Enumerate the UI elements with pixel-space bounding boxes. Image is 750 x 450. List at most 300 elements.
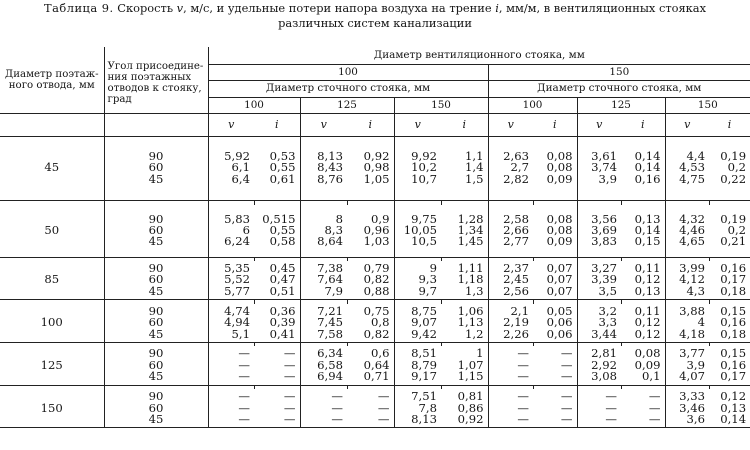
- loss-value: —: [377, 411, 390, 426]
- velocity-cell: [394, 205, 441, 257]
- loss-cell: [709, 205, 750, 257]
- velocity-cell: [577, 136, 621, 200]
- loss-value: 0,92: [363, 148, 390, 163]
- loss-value: 0,58: [269, 234, 296, 249]
- loss-cell: [441, 136, 488, 200]
- velocity-value: —: [238, 369, 250, 384]
- loss-value: —: [283, 346, 296, 361]
- velocity-cell: [300, 304, 347, 343]
- table-row: [0, 261, 750, 300]
- loss-value: 1: [476, 346, 484, 361]
- velocity-value: 3,77: [679, 346, 705, 361]
- velocity-value: 4,94: [224, 315, 250, 330]
- velocity-value: 4,4: [686, 148, 705, 163]
- loss-value: 0,36: [269, 303, 296, 318]
- velocity-value: 7,9: [324, 283, 343, 298]
- header-symbol-v: v: [300, 113, 347, 136]
- loss-cell: [254, 261, 300, 300]
- loss-value: —: [560, 357, 573, 372]
- loss-value: 1,07: [457, 357, 484, 372]
- table-row: [0, 136, 750, 200]
- loss-value: 1,5: [465, 171, 484, 186]
- loss-cell: [441, 261, 488, 300]
- velocity-cell: [488, 136, 533, 200]
- angle-cell: [104, 304, 208, 343]
- loss-value: 0,08: [546, 211, 573, 226]
- header-branch-diameter: Диаметр поэтаж-ного отвода, мм: [0, 47, 104, 113]
- velocity-value: —: [331, 411, 343, 426]
- loss-value: 0,06: [546, 326, 573, 341]
- velocity-value: 3,99: [679, 261, 705, 275]
- velocity-cell: [394, 304, 441, 343]
- velocity-value: 4,53: [679, 160, 705, 175]
- velocity-value: 5,92: [224, 148, 250, 163]
- velocity-value: 4,3: [686, 283, 705, 298]
- velocity-value: 2,66: [503, 223, 529, 238]
- loss-value: 0,13: [634, 211, 661, 226]
- velocity-cell: [394, 261, 441, 300]
- velocity-cell: [208, 136, 254, 200]
- header-drain-150: 150: [394, 97, 488, 113]
- loss-value: 0,14: [634, 148, 661, 163]
- header-symbol-i: i: [709, 113, 750, 136]
- loss-cell: [621, 261, 665, 300]
- loss-cell: [254, 304, 300, 343]
- loss-cell: [533, 205, 577, 257]
- velocity-value: 9,92: [411, 148, 437, 163]
- loss-cell: [533, 389, 577, 428]
- velocity-cell: [577, 389, 621, 428]
- loss-value: 0,07: [546, 283, 573, 298]
- velocity-value: 3,33: [679, 389, 705, 404]
- loss-value: 0,39: [269, 315, 296, 330]
- loss-cell: [347, 346, 394, 385]
- angle-cell: [104, 136, 208, 200]
- loss-value: 0,11: [634, 303, 661, 318]
- branch-diameter-cell: 125: [0, 346, 104, 385]
- loss-value: 0,13: [634, 283, 661, 298]
- loss-value: 1,13: [457, 315, 484, 330]
- loss-value: 1,34: [457, 223, 484, 238]
- angle-value: 90: [148, 346, 164, 361]
- loss-value: 0,82: [363, 272, 390, 287]
- velocity-value: 8,51: [411, 346, 437, 361]
- velocity-cell: [577, 346, 621, 385]
- loss-value: 0,81: [457, 389, 484, 404]
- loss-value: 1,1: [465, 148, 484, 163]
- data-table: [0, 47, 750, 428]
- velocity-value: 8,13: [411, 411, 437, 426]
- loss-value: 0,6: [371, 346, 390, 361]
- angle-value: 60: [148, 223, 164, 238]
- header-drain-100: 100: [488, 97, 577, 113]
- velocity-cell: [665, 389, 709, 428]
- loss-cell: [621, 389, 665, 428]
- velocity-value: 7,45: [317, 315, 343, 330]
- branch-diameter-cell: 50: [0, 205, 104, 257]
- velocity-value: 2,58: [503, 211, 529, 226]
- velocity-cell: [665, 261, 709, 300]
- velocity-value: 2,82: [503, 171, 529, 186]
- loss-cell: [709, 389, 750, 428]
- velocity-value: 3,27: [591, 261, 617, 275]
- angle-value: 90: [148, 303, 164, 318]
- velocity-value: 7,38: [317, 261, 343, 275]
- loss-value: 0,07: [546, 261, 573, 275]
- header-empty: [104, 113, 208, 136]
- loss-value: 0,14: [634, 160, 661, 175]
- loss-value: 0,53: [269, 148, 296, 163]
- velocity-value: 3,39: [591, 272, 617, 287]
- velocity-cell: [394, 389, 441, 428]
- loss-value: —: [377, 400, 390, 415]
- velocity-value: 4,12: [679, 272, 705, 287]
- branch-diameter-cell: 100: [0, 304, 104, 343]
- table-row: [0, 304, 750, 343]
- loss-value: —: [560, 411, 573, 426]
- loss-cell: [441, 304, 488, 343]
- velocity-value: 2,92: [591, 357, 617, 372]
- loss-value: —: [648, 389, 661, 404]
- loss-value: 0,18: [720, 326, 747, 341]
- loss-value: 0,88: [363, 283, 390, 298]
- velocity-value: 3,74: [591, 160, 617, 175]
- velocity-value: 10,2: [411, 160, 437, 175]
- loss-value: 0,55: [269, 160, 296, 175]
- loss-value: 0,12: [720, 389, 747, 404]
- velocity-value: 8,3: [324, 223, 343, 238]
- velocity-value: —: [331, 400, 343, 415]
- loss-cell: [441, 205, 488, 257]
- loss-value: 0,71: [363, 369, 390, 384]
- loss-cell: [533, 136, 577, 200]
- loss-value: 0,79: [363, 261, 390, 275]
- loss-value: 0,16: [720, 261, 747, 275]
- table-title: [0, 1, 750, 31]
- velocity-cell: [665, 304, 709, 343]
- loss-value: 0,13: [720, 400, 747, 415]
- loss-value: 0,08: [546, 223, 573, 238]
- header-symbol-v: v: [665, 113, 709, 136]
- loss-value: 0,92: [457, 411, 484, 426]
- loss-value: —: [377, 389, 390, 404]
- loss-cell: [621, 346, 665, 385]
- loss-cell: [709, 346, 750, 385]
- velocity-value: 10,5: [411, 234, 437, 249]
- velocity-cell: [488, 346, 533, 385]
- loss-value: 0,08: [634, 346, 661, 361]
- header-symbol-v: v: [394, 113, 441, 136]
- loss-value: 0,45: [269, 261, 296, 275]
- loss-value: 0,06: [546, 315, 573, 330]
- angle-cell: [104, 205, 208, 257]
- velocity-value: 2,45: [503, 272, 529, 287]
- velocity-cell: [300, 205, 347, 257]
- branch-diameter-cell: 150: [0, 389, 104, 428]
- velocity-value: 7,64: [317, 272, 343, 287]
- header-drain-150: 150: [665, 97, 750, 113]
- loss-value: 0,18: [720, 283, 747, 298]
- loss-value: 1,18: [457, 272, 484, 287]
- velocity-cell: [208, 304, 254, 343]
- loss-value: 1,28: [457, 211, 484, 226]
- angle-value: 45: [148, 234, 164, 249]
- loss-value: 0,05: [546, 303, 573, 318]
- loss-value: —: [283, 389, 296, 404]
- loss-value: —: [560, 369, 573, 384]
- title-prefix: Таблица 9.: [43, 1, 114, 15]
- loss-value: —: [560, 400, 573, 415]
- loss-cell: [254, 389, 300, 428]
- velocity-value: 8,76: [317, 171, 343, 186]
- loss-value: 0,19: [720, 211, 747, 226]
- angle-value: 45: [148, 411, 164, 426]
- loss-cell: [347, 136, 394, 200]
- velocity-value: 5,35: [224, 261, 250, 275]
- velocity-value: 2,26: [503, 326, 529, 341]
- velocity-value: 2,7: [510, 160, 529, 175]
- header-symbol-v: v: [488, 113, 533, 136]
- loss-value: —: [283, 357, 296, 372]
- loss-cell: [533, 346, 577, 385]
- header-angle: Угол присоедине-ния поэтажных отводов к стояку, град: [104, 47, 208, 113]
- title-line-1: Таблица 9. Скорость v, м/с, и удельные потери напора воздуха на трение i, мм/м, в вентиляционных стояках: [43, 1, 706, 15]
- velocity-value: 3,56: [591, 211, 617, 226]
- velocity-cell: [394, 136, 441, 200]
- loss-value: 0,1: [642, 369, 661, 384]
- velocity-cell: [665, 136, 709, 200]
- velocity-cell: [300, 389, 347, 428]
- branch-diameter-cell: 85: [0, 261, 104, 300]
- velocity-value: 10,7: [411, 171, 437, 186]
- loss-cell: [347, 304, 394, 343]
- header-drain-riser-diameter: Диаметр сточного стояка, мм: [208, 80, 488, 97]
- angle-value: 90: [148, 148, 164, 163]
- loss-value: —: [283, 369, 296, 384]
- loss-cell: [441, 389, 488, 428]
- velocity-cell: [300, 261, 347, 300]
- loss-cell: [621, 205, 665, 257]
- velocity-value: 6,94: [317, 369, 343, 384]
- header-symbol-v: v: [208, 113, 254, 136]
- velocity-value: —: [238, 411, 250, 426]
- loss-value: 0,21: [720, 234, 747, 249]
- velocity-value: 7,51: [411, 389, 437, 404]
- loss-value: 0,09: [546, 171, 573, 186]
- header-vent-150: 150: [488, 64, 750, 80]
- loss-value: 0,16: [634, 171, 661, 186]
- velocity-value: 4,32: [679, 211, 705, 226]
- loss-value: 0,75: [363, 303, 390, 318]
- velocity-value: 5,83: [224, 211, 250, 226]
- velocity-value: 2,77: [503, 234, 529, 249]
- loss-cell: [254, 205, 300, 257]
- header-drain-125: 125: [577, 97, 665, 113]
- velocity-value: —: [517, 411, 529, 426]
- loss-value: 0,96: [363, 223, 390, 238]
- loss-value: 1,4: [465, 160, 484, 175]
- velocity-value: 6,34: [317, 346, 343, 361]
- angle-value: 45: [148, 171, 164, 186]
- header-symbol-i: i: [533, 113, 577, 136]
- velocity-value: 3,46: [679, 400, 705, 415]
- loss-value: 0,14: [720, 411, 747, 426]
- loss-value: 0,09: [634, 357, 661, 372]
- velocity-value: 8,64: [317, 234, 343, 249]
- angle-cell: [104, 346, 208, 385]
- loss-value: 0,47: [269, 272, 296, 287]
- velocity-value: 5,77: [224, 283, 250, 298]
- velocity-value: 6,58: [317, 357, 343, 372]
- velocity-value: —: [331, 389, 343, 404]
- angle-value: 45: [148, 369, 164, 384]
- velocity-value: 2,37: [503, 261, 529, 275]
- angle-value: 45: [148, 326, 164, 341]
- velocity-value: 2,19: [503, 315, 529, 330]
- velocity-value: 8,75: [411, 303, 437, 318]
- velocity-value: 3,88: [679, 303, 705, 318]
- loss-value: 0,9: [371, 211, 390, 226]
- angle-value: 60: [148, 357, 164, 372]
- velocity-value: 8,43: [317, 160, 343, 175]
- loss-value: 1,11: [457, 261, 484, 275]
- branch-diameter-cell: 45: [0, 136, 104, 200]
- angle-cell: [104, 261, 208, 300]
- loss-cell: [347, 389, 394, 428]
- loss-value: —: [560, 346, 573, 361]
- velocity-value: —: [238, 400, 250, 415]
- velocity-cell: [577, 304, 621, 343]
- velocity-value: 6: [242, 223, 250, 238]
- loss-value: —: [648, 400, 661, 415]
- loss-value: —: [560, 389, 573, 404]
- loss-value: 1,3: [465, 283, 484, 298]
- velocity-value: 4: [697, 315, 705, 330]
- velocity-value: —: [517, 369, 529, 384]
- velocity-value: —: [517, 357, 529, 372]
- header-vent-100: 100: [208, 64, 488, 80]
- velocity-value: —: [517, 389, 529, 404]
- velocity-value: —: [238, 357, 250, 372]
- loss-value: 0,8: [371, 315, 390, 330]
- velocity-value: 9,42: [411, 326, 437, 341]
- velocity-cell: [488, 389, 533, 428]
- header-drain-125: 125: [300, 97, 394, 113]
- velocity-cell: [208, 205, 254, 257]
- header-drain-riser-diameter: Диаметр сточного стояка, мм: [488, 80, 750, 97]
- angle-value: 45: [148, 283, 164, 298]
- velocity-cell: [665, 346, 709, 385]
- loss-value: 1,45: [457, 234, 484, 249]
- loss-value: 0,2: [727, 160, 747, 175]
- velocity-value: 8,79: [411, 357, 437, 372]
- velocity-value: 3,6: [686, 411, 705, 426]
- velocity-value: 2,63: [503, 148, 529, 163]
- loss-value: 0,12: [634, 315, 661, 330]
- velocity-value: 2,1: [510, 303, 529, 318]
- angle-value: 90: [148, 211, 164, 226]
- loss-cell: [533, 304, 577, 343]
- velocity-value: 9,7: [418, 283, 437, 298]
- velocity-value: 8: [335, 211, 343, 226]
- velocity-value: 2,56: [503, 283, 529, 298]
- header-symbol-i: i: [621, 113, 665, 136]
- velocity-value: 6,1: [231, 160, 250, 175]
- velocity-value: 7,21: [317, 303, 343, 318]
- loss-value: 0,14: [634, 223, 661, 238]
- velocity-value: —: [605, 389, 617, 404]
- angle-value: 60: [148, 160, 164, 175]
- velocity-value: —: [238, 389, 250, 404]
- loss-value: 0,19: [720, 148, 747, 163]
- velocity-cell: [300, 346, 347, 385]
- velocity-cell: [665, 205, 709, 257]
- loss-cell: [254, 346, 300, 385]
- velocity-value: 4,07: [679, 369, 705, 384]
- velocity-cell: [208, 261, 254, 300]
- loss-value: 0,15: [720, 346, 747, 361]
- velocity-value: 3,69: [591, 223, 617, 238]
- velocity-value: 4,46: [679, 223, 705, 238]
- velocity-cell: [488, 205, 533, 257]
- loss-value: 0,64: [363, 357, 390, 372]
- angle-value: 60: [148, 272, 164, 287]
- loss-value: 0,09: [546, 234, 573, 249]
- velocity-cell: [208, 389, 254, 428]
- loss-value: 0,55: [269, 223, 296, 238]
- velocity-value: 6,24: [224, 234, 250, 249]
- loss-cell: [621, 136, 665, 200]
- velocity-value: 3,08: [591, 369, 617, 384]
- angle-cell: [104, 389, 208, 428]
- table-row: [0, 205, 750, 257]
- loss-value: 0,82: [363, 326, 390, 341]
- loss-value: 0,16: [720, 357, 747, 372]
- loss-value: 0,16: [720, 315, 747, 330]
- loss-cell: [709, 261, 750, 300]
- velocity-value: —: [238, 346, 250, 361]
- loss-value: 0,17: [720, 272, 747, 287]
- velocity-value: 4,75: [679, 171, 705, 186]
- header-drain-100: 100: [208, 97, 300, 113]
- loss-cell: [621, 304, 665, 343]
- table-row: [0, 389, 750, 428]
- loss-value: 0,08: [546, 148, 573, 163]
- loss-value: 1,03: [363, 234, 390, 249]
- velocity-value: 9,17: [411, 369, 437, 384]
- header-symbol-i: i: [347, 113, 394, 136]
- loss-cell: [709, 136, 750, 200]
- loss-cell: [441, 346, 488, 385]
- table-row: [0, 346, 750, 385]
- velocity-value: —: [517, 346, 529, 361]
- header-symbol-v: v: [577, 113, 621, 136]
- velocity-value: 3,61: [591, 148, 617, 163]
- angle-value: 90: [148, 389, 164, 404]
- loss-cell: [533, 261, 577, 300]
- velocity-value: 4,18: [679, 326, 705, 341]
- velocity-value: 9,3: [418, 272, 437, 287]
- loss-value: 0,41: [269, 326, 296, 341]
- loss-value: 0,07: [546, 272, 573, 287]
- loss-value: 1,05: [363, 171, 390, 186]
- velocity-value: —: [517, 400, 529, 415]
- loss-value: 0,22: [720, 171, 747, 186]
- velocity-cell: [488, 261, 533, 300]
- loss-cell: [347, 205, 394, 257]
- angle-value: 60: [148, 315, 164, 330]
- loss-value: —: [283, 400, 296, 415]
